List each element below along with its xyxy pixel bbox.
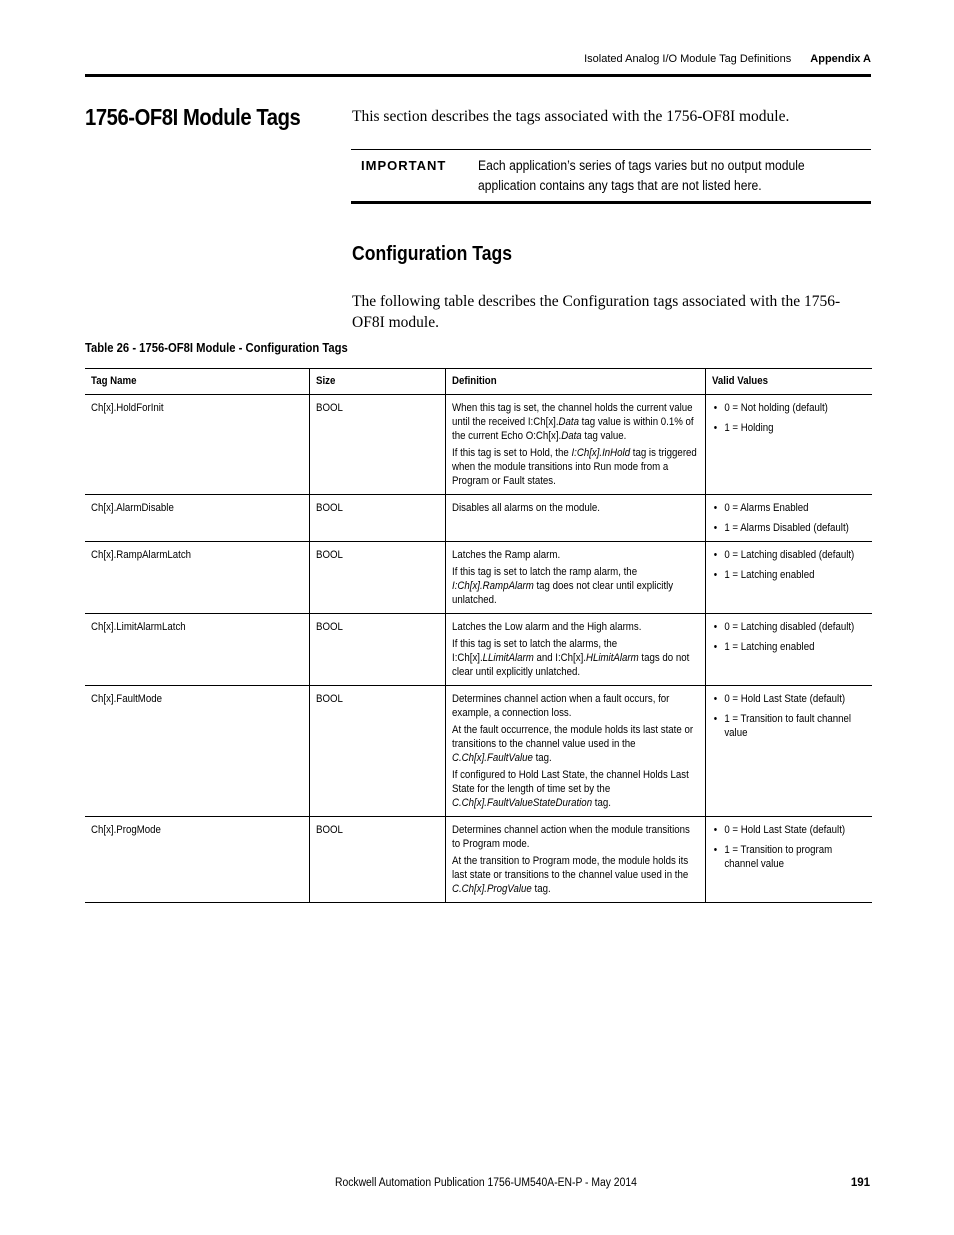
cell-size: BOOL [310,542,446,614]
definition-paragraph: If configured to Hold Last State, the channel Holds Last State for the length of time set by the C.Ch[x].FaultValueStateDuration tag. [452,769,689,809]
cell-definition [446,614,706,686]
column-header-size: Size [310,369,446,395]
table-row [85,817,872,903]
valid-value-item: • 1 = Latching enabled [712,568,865,582]
cell-tag-name: Ch[x].AlarmDisable [85,495,310,542]
important-callout [351,149,871,204]
table-caption: Table 26 - 1756-OF8I Module - Configuration Tags [85,341,348,355]
cell-tag-name: Ch[x].RampAlarmLatch [85,542,310,614]
definition-paragraph: At the fault occurrence, the module holds its last state or transitions to the channel value used in the C.Ch[x].FaultValue tag. [452,724,694,764]
definition-paragraph: If this tag is set to latch the ramp alarm, the I:Ch[x].RampAlarm tag does not clear until explicitly unlatched. [452,566,674,606]
cell-valid-values [706,817,873,903]
cell-valid-values [706,495,873,542]
valid-value-item: • 1 = Holding [712,421,865,435]
table-row [85,495,872,542]
footer-publication: Rockwell Automation Publication 1756-UM540A-EN-P - May 2014 [335,1177,637,1189]
table-row [85,395,872,495]
cell-definition [446,395,706,495]
cell-size: BOOL [310,614,446,686]
column-header-valid-values: Valid Values [706,369,873,395]
valid-value-item: • 1 = Transition to fault channel value [712,712,865,740]
valid-value-item: • 1 = Alarms Disabled (default) [712,521,865,535]
table-header-row [85,369,872,395]
cell-definition [446,542,706,614]
cell-valid-values [706,614,873,686]
subsection-description: The following table describes the Configuration tags associated with the 1756-OF8I module. [352,293,841,331]
valid-value-item: • 0 = Latching disabled (default) [712,620,865,634]
table-row [85,542,872,614]
cell-definition [446,495,706,542]
column-header-definition: Definition [446,369,706,395]
cell-size: BOOL [310,395,446,495]
definition-paragraph: Determines channel action when a fault occurs, for example, a connection loss. [452,693,670,719]
important-text: Each application’s series of tags varies but no output module application contains any tags that are not listed here. [478,158,805,193]
definition-paragraph: If this tag is set to Hold, the I:Ch[x].InHold tag is triggered when the module transitions into Run mode from a Program or Fault states. [452,447,697,487]
cell-tag-name: Ch[x].FaultMode [85,686,310,817]
definition-paragraph: Determines channel action when the module transitions to Program mode. [452,824,690,850]
definition-paragraph: Disables all alarms on the module. [452,502,600,514]
table-row [85,686,872,817]
definition-paragraph: When this tag is set, the channel holds the current value until the received I:Ch[x].Data tag value is within 0.1% of the current Echo O:Ch[x].Data tag value. [452,402,694,442]
cell-tag-name: Ch[x].LimitAlarmLatch [85,614,310,686]
definition-paragraph: At the transition to Program mode, the module holds its last state or transitions to the channel value used in the C.Ch[x].ProgValue tag. [452,855,689,895]
cell-valid-values [706,395,873,495]
valid-value-item: • 1 = Transition to program channel value [712,843,865,871]
valid-value-item: • 0 = Latching disabled (default) [712,548,865,562]
important-label: IMPORTANT [361,158,447,173]
header-rule [85,74,871,77]
cell-valid-values [706,686,873,817]
valid-value-item: • 1 = Latching enabled [712,640,865,654]
valid-value-item: • 0 = Hold Last State (default) [712,692,865,706]
definition-paragraph: If this tag is set to latch the alarms, the I:Ch[x].LLimitAlarm and I:Ch[x].HLimitAlarm tags do not clear until explicitly unlatched. [452,638,690,678]
table-row [85,614,872,686]
configuration-tags-table [85,368,872,903]
cell-size: BOOL [310,686,446,817]
section-title: 1756-OF8I Module Tags [85,104,301,130]
valid-value-item: • 0 = Alarms Enabled [712,501,865,515]
valid-value-item: • 0 = Not holding (default) [712,401,865,415]
cell-definition [446,817,706,903]
section-intro: This section describes the tags associated with the 1756-OF8I module. [352,108,790,125]
cell-tag-name: Ch[x].ProgMode [85,817,310,903]
valid-value-item: • 0 = Hold Last State (default) [712,823,865,837]
running-header-appendix: Appendix A [810,53,871,65]
cell-valid-values [706,542,873,614]
running-header-title: Isolated Analog I/O Module Tag Definitions [584,53,792,65]
column-header-tag-name: Tag Name [85,369,310,395]
page-number: 191 [850,1177,870,1189]
cell-size: BOOL [310,495,446,542]
cell-definition [446,686,706,817]
running-header [584,53,871,65]
definition-paragraph: Latches the Low alarm and the High alarms. [452,621,642,633]
definition-paragraph: Latches the Ramp alarm. [452,549,561,561]
cell-tag-name: Ch[x].HoldForInit [85,395,310,495]
subsection-title: Configuration Tags [352,243,513,265]
cell-size: BOOL [310,817,446,903]
